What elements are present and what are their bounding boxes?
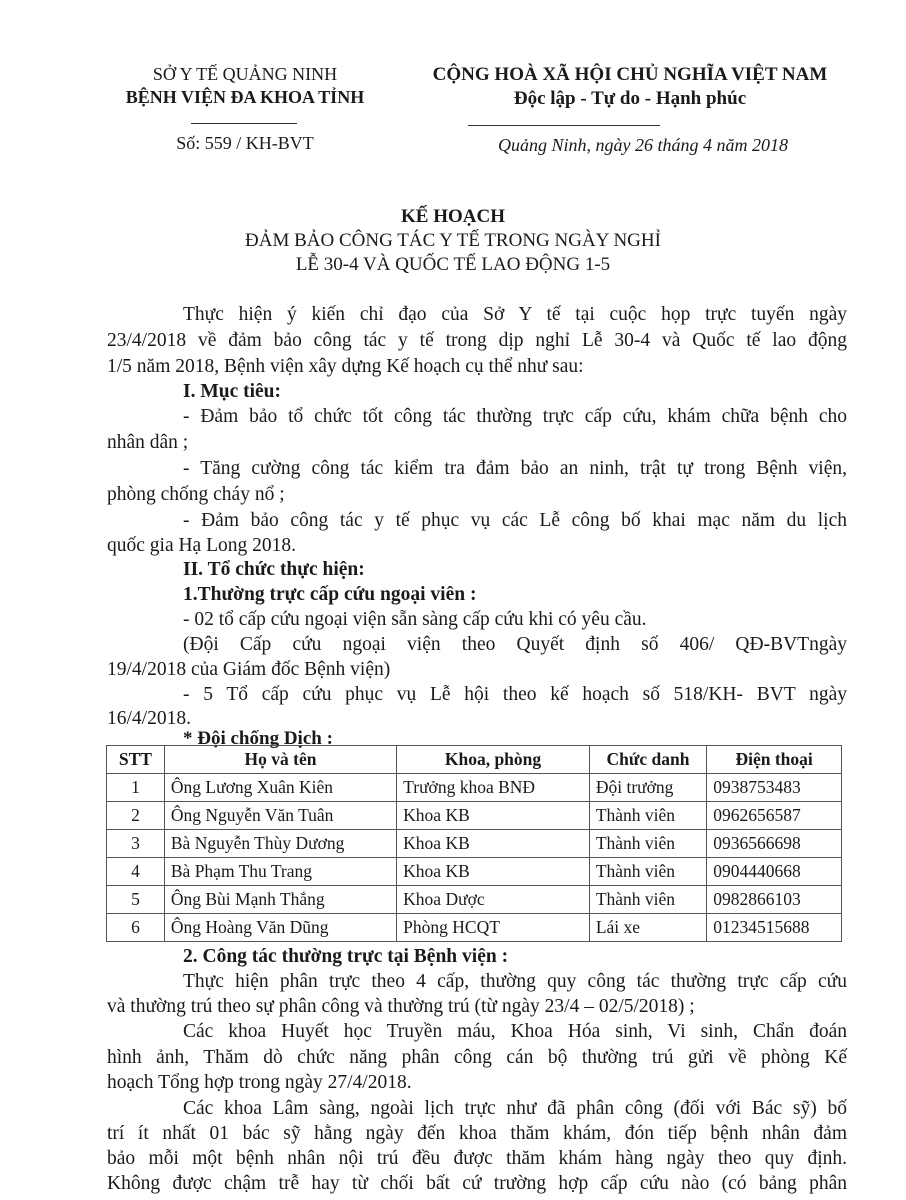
cell-name: Ông Bùi Mạnh Thắng — [164, 886, 396, 914]
cell-stt: 3 — [107, 830, 165, 858]
subsection-2-line-4: hình ảnh, Thăm dò chức năng phân công cán bộ thường trú gửi về phòng Kế — [107, 1047, 847, 1068]
cell-name: Ông Nguyễn Văn Tuân — [164, 802, 396, 830]
table-row — [107, 858, 842, 886]
cell-department: Khoa Dược — [397, 886, 590, 914]
cell-position: Lái xe — [589, 914, 706, 942]
header-phone: Điện thoại — [707, 746, 842, 774]
subsection-2-line-7: trí ít nhất 01 bác sỹ hằng ngày đến khoa thăm khám, đón tiếp bệnh nhân đảm — [107, 1123, 847, 1144]
section-2-heading: II. Tổ chức thực hiện: — [183, 559, 365, 580]
national-motto: Độc lập - Tự do - Hạnh phúc — [513, 88, 747, 109]
table-row — [107, 802, 842, 830]
subsection-1-line-3a: - 5 Tổ cấp cứu phục vụ Lễ hội theo kế hoạch số 518/KH- BVT ngày — [183, 684, 847, 705]
intro-line-1: Thực hiện ý kiến chỉ đạo của Sở Y tế tại cuộc họp trực tuyến ngày — [183, 304, 847, 325]
document-subtitle-2: LỄ 30-4 VÀ QUỐC TẾ LAO ĐỘNG 1-5 — [295, 254, 611, 275]
cell-department: Khoa KB — [397, 802, 590, 830]
cell-phone: 0904440668 — [707, 858, 842, 886]
subsection-1-line-3b: 16/4/2018. — [107, 708, 191, 729]
subsection-2-line-8: bảo mỗi một bệnh nhân nội trú đều được thăm khám hàng ngày theo quy định. — [107, 1148, 847, 1169]
subsection-1-line-2a: (Đội Cấp cứu ngoại viện theo Quyết định số 406/ QĐ-BVTngày — [183, 634, 847, 655]
cell-name: Bà Nguyễn Thùy Dương — [164, 830, 396, 858]
table-row — [107, 886, 842, 914]
header-right-rule — [468, 125, 660, 126]
goal-2-line-1: - Tăng cường công tác kiểm tra đảm bảo an ninh, trật tự trong Bệnh viện, — [183, 458, 847, 479]
header-stt: STT — [107, 746, 165, 774]
subsection-2-heading: 2. Công tác thường trực tại Bệnh viện : — [183, 946, 509, 967]
issuing-organization: BỆNH VIỆN ĐA KHOA TỈNH — [125, 87, 365, 107]
header-position: Chức danh — [589, 746, 706, 774]
cell-name: Bà Phạm Thu Trang — [164, 858, 396, 886]
document-title: KẾ HOẠCH — [401, 206, 505, 227]
cell-name: Ông Hoàng Văn Dũng — [164, 914, 396, 942]
cell-position: Thành viên — [589, 830, 706, 858]
team-heading: * Đội chống Dịch : — [183, 728, 333, 749]
goal-1-line-1: - Đảm bảo tổ chức tốt công tác thường trực cấp cứu, khám chữa bệnh cho — [183, 406, 847, 427]
cell-stt: 6 — [107, 914, 165, 942]
cell-position: Thành viên — [589, 802, 706, 830]
cell-position: Đội trưởng — [589, 774, 706, 802]
cell-department: Phòng HCQT — [397, 914, 590, 942]
cell-department: Khoa KB — [397, 858, 590, 886]
place-and-date: Quảng Ninh, ngày 26 tháng 4 năm 2018 — [498, 135, 788, 155]
goal-3-line-1: - Đảm bảo công tác y tế phục vụ các Lễ công bố khai mạc năm du lịch — [183, 510, 847, 531]
subsection-2-line-6: Các khoa Lâm sàng, ngoài lịch trực như đã phân công (đối với Bác sỹ) bố — [183, 1098, 847, 1119]
goal-2-line-2: phòng chống cháy nổ ; — [107, 484, 285, 505]
table-row — [107, 914, 842, 942]
subsection-2-line-9: Không được chậm trễ hay từ chối bất cứ trường hợp cấp cứu nào (có bảng phân — [107, 1173, 847, 1194]
team-table — [106, 745, 842, 942]
header-name: Họ và tên — [164, 746, 396, 774]
cell-phone: 01234515688 — [707, 914, 842, 942]
subsection-1-heading: 1.Thường trực cấp cứu ngoại viên : — [183, 584, 477, 605]
goal-1-line-2: nhân dân ; — [107, 432, 189, 453]
intro-line-3: 1/5 năm 2018, Bệnh viện xây dựng Kế hoạch cụ thể như sau: — [107, 356, 584, 377]
cell-position: Thành viên — [589, 858, 706, 886]
table-row — [107, 830, 842, 858]
issuing-department: SỞ Y TẾ QUẢNG NINH — [152, 64, 338, 84]
cell-stt: 1 — [107, 774, 165, 802]
subsection-2-line-1: Thực hiện phân trực theo 4 cấp, thường quy công tác thường trực cấp cứu — [183, 971, 847, 992]
intro-line-2: 23/4/2018 về đảm bảo công tác y tế trong dịp nghỉ Lễ 30-4 và Quốc tế lao động — [107, 330, 847, 351]
cell-position: Thành viên — [589, 886, 706, 914]
goal-3-line-2: quốc gia Hạ Long 2018. — [107, 535, 297, 556]
cell-department: Khoa KB — [397, 830, 590, 858]
document-number: Số: 559 / KH-BVT — [176, 133, 314, 153]
cell-phone: 0936566698 — [707, 830, 842, 858]
cell-phone: 0962656587 — [707, 802, 842, 830]
subsection-1-line-1: - 02 tổ cấp cứu ngoại viện sẵn sàng cấp cứu khi có yêu cầu. — [183, 609, 647, 630]
subsection-1-line-2b: 19/4/2018 của Giám đốc Bệnh viện) — [107, 659, 391, 680]
cell-stt: 5 — [107, 886, 165, 914]
cell-stt: 2 — [107, 802, 165, 830]
document-subtitle-1: ĐẢM BẢO CÔNG TÁC Y TẾ TRONG NGÀY NGHỈ — [245, 230, 661, 251]
cell-phone: 0982866103 — [707, 886, 842, 914]
subsection-2-line-5: hoạch Tổng hợp trong ngày 27/4/2018. — [107, 1072, 412, 1093]
cell-phone: 0938753483 — [707, 774, 842, 802]
table-row — [107, 774, 842, 802]
cell-department: Trưởng khoa BNĐ — [397, 774, 590, 802]
cell-name: Ông Lương Xuân Kiên — [164, 774, 396, 802]
subsection-2-line-3: Các khoa Huyết học Truyền máu, Khoa Hóa sinh, Vi sinh, Chẩn đoán — [183, 1021, 847, 1042]
header-department: Khoa, phòng — [397, 746, 590, 774]
header-left-rule — [191, 123, 297, 124]
country-name: CỘNG HOÀ XÃ HỘI CHỦ NGHĨA VIỆT NAM — [432, 64, 828, 85]
cell-stt: 4 — [107, 858, 165, 886]
subsection-2-line-2: và thường trú theo sự phân công và thường trú (từ ngày 23/4 – 02/5/2018) ; — [107, 996, 695, 1017]
section-1-heading: I. Mục tiêu: — [183, 381, 282, 402]
table-header-row — [107, 746, 842, 774]
